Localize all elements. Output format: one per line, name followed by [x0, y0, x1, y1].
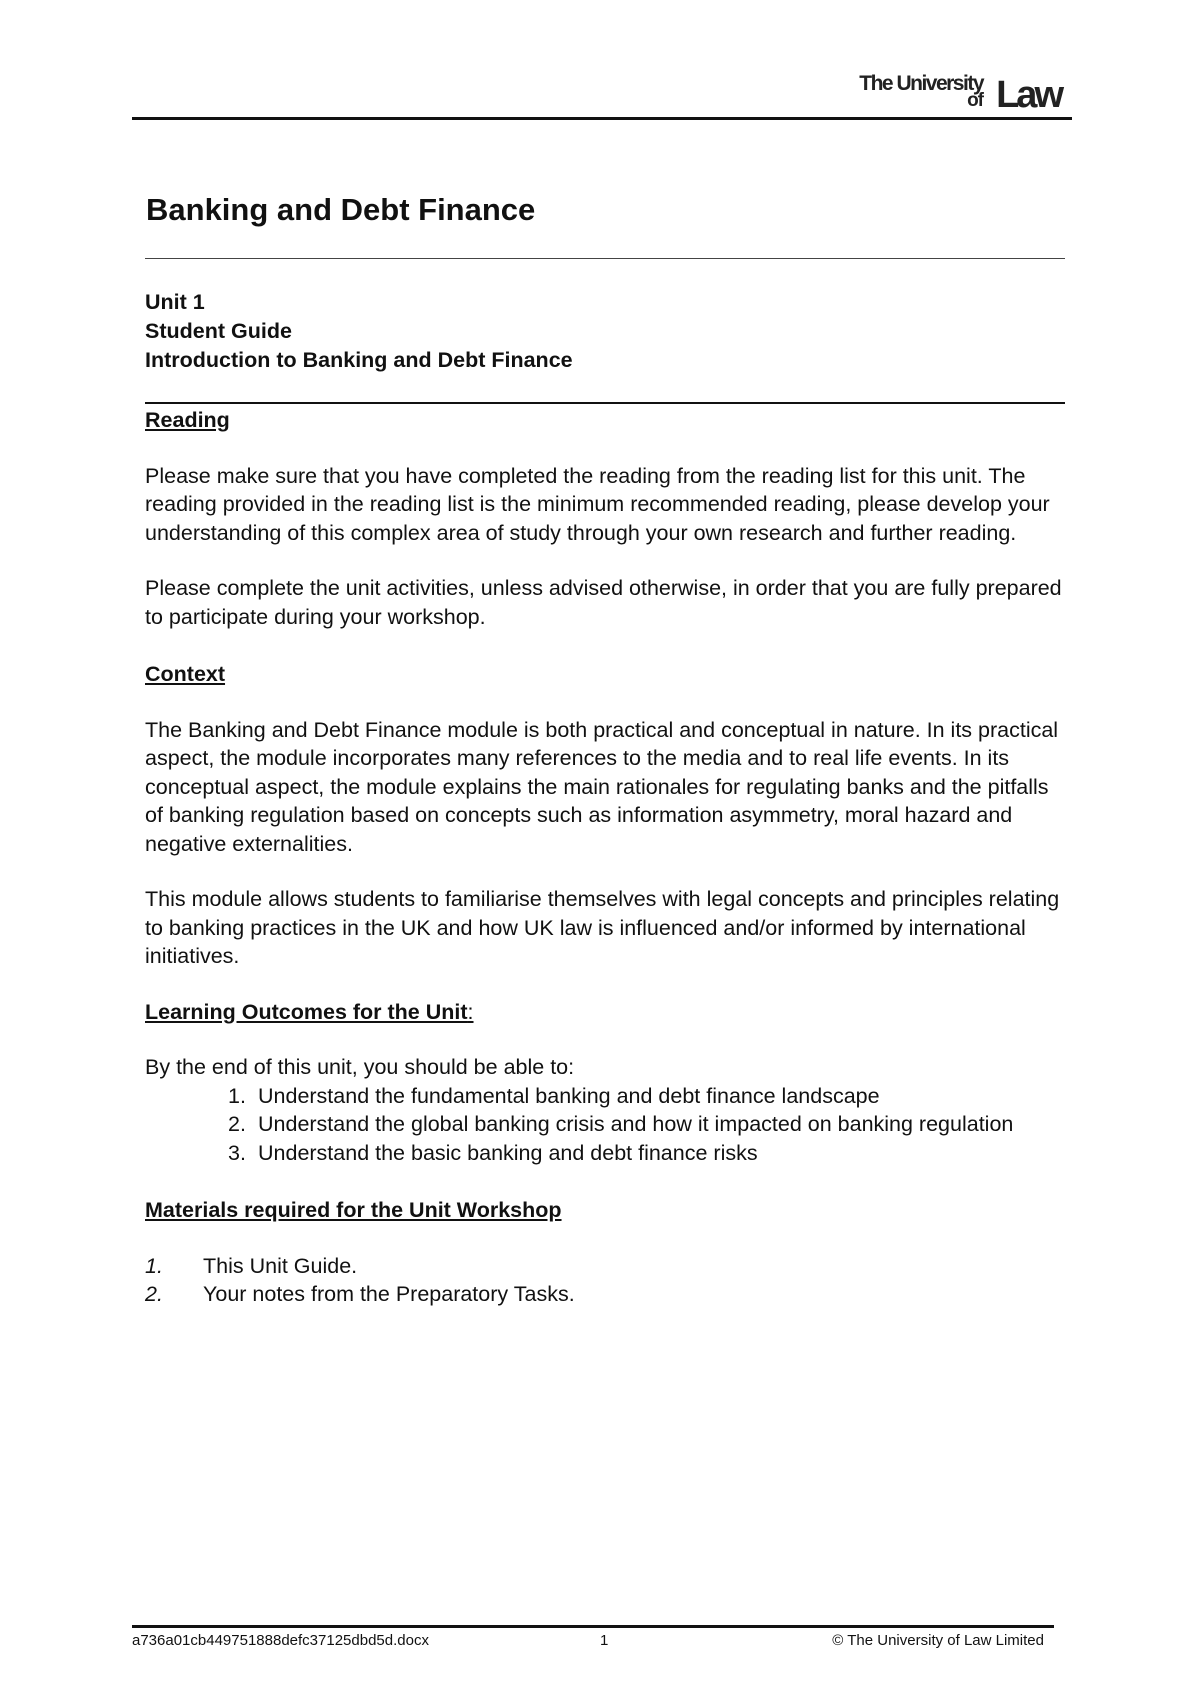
outcomes-heading-suffix: :	[467, 999, 474, 1024]
document-title: Banking and Debt Finance	[146, 192, 536, 227]
list-item-text: This Unit Guide.	[203, 1253, 358, 1278]
list-item-number: 3.	[228, 1140, 246, 1165]
list-item-number: 2.	[145, 1282, 163, 1306]
document-body	[145, 404, 1070, 1309]
reading-paragraph-2: Please complete the unit activities, unless advised otherwise, in order that you are fully prepared to participate during your workshop.	[145, 576, 1062, 629]
outcomes-list	[145, 1082, 1070, 1168]
list-item	[228, 1139, 1070, 1168]
page-footer	[132, 1630, 1054, 1654]
list-item-text: Understand the basic banking and debt finance risks	[258, 1140, 758, 1165]
context-paragraph-2: This module allows students to familiarise themselves with legal concepts and principles relating to banking practices in the UK and how UK law is influenced and/or informed by international initiatives.	[145, 887, 1060, 968]
logo-line-1: The University	[859, 72, 983, 95]
list-item	[228, 1082, 1070, 1111]
reading-paragraph-1: Please make sure that you have completed the reading from the reading list for this unit. The reading provided in the reading list is the minimum recommended reading, please develop your understanding of this complex area of study through your own research and further reading.	[145, 463, 1050, 545]
unit-guide: Student Guide	[145, 319, 292, 343]
unit-number: Unit 1	[145, 290, 205, 314]
outcomes-intro: By the end of this unit, you should be able to:	[145, 1055, 575, 1079]
list-item-text: Your notes from the Preparatory Tasks.	[203, 1282, 575, 1306]
footer-filename: a736a01cb449751888defc37125dbd5d.docx	[132, 1632, 429, 1649]
unit-topic: Introduction to Banking and Debt Finance	[145, 348, 573, 372]
footer-page-number: 1	[600, 1632, 609, 1649]
materials-list	[145, 1252, 1070, 1309]
header-rule	[132, 117, 1072, 120]
logo-line-2: of	[967, 90, 983, 111]
list-item	[228, 1110, 1070, 1139]
context-paragraph-1: The Banking and Debt Finance module is both practical and conceptual in nature. In its practical aspect, the module incorporates many references to the media and to real life events. In its conceptual aspect, the module explains the main rationales for regulating banks and the pitfalls of banking regulation based on concepts such as information asymmetry, moral hazard and negative externalities.	[145, 717, 1059, 856]
footer-rule	[132, 1625, 1054, 1628]
outcomes-heading-line	[145, 998, 1070, 1027]
materials-heading: Materials required for the Unit Workshop	[145, 1198, 562, 1222]
reading-heading: Reading	[145, 408, 230, 432]
list-item-text: Understand the fundamental banking and debt finance landscape	[258, 1083, 880, 1108]
unit-block	[145, 288, 573, 375]
title-rule	[145, 258, 1065, 259]
list-item-text: Understand the global banking crisis and how it impacted on banking regulation	[258, 1112, 1014, 1136]
university-logo	[851, 68, 1061, 116]
context-heading: Context	[145, 662, 226, 686]
list-item-number: 1.	[145, 1253, 163, 1278]
footer-copyright: © The University of Law Limited	[832, 1632, 1044, 1649]
list-item-number: 2.	[228, 1112, 246, 1136]
list-item-number: 1.	[228, 1083, 246, 1108]
list-item	[145, 1252, 1070, 1281]
list-item	[145, 1280, 1070, 1309]
logo-line-3: Law	[996, 74, 1061, 116]
outcomes-heading: Learning Outcomes for the Unit	[145, 999, 468, 1024]
